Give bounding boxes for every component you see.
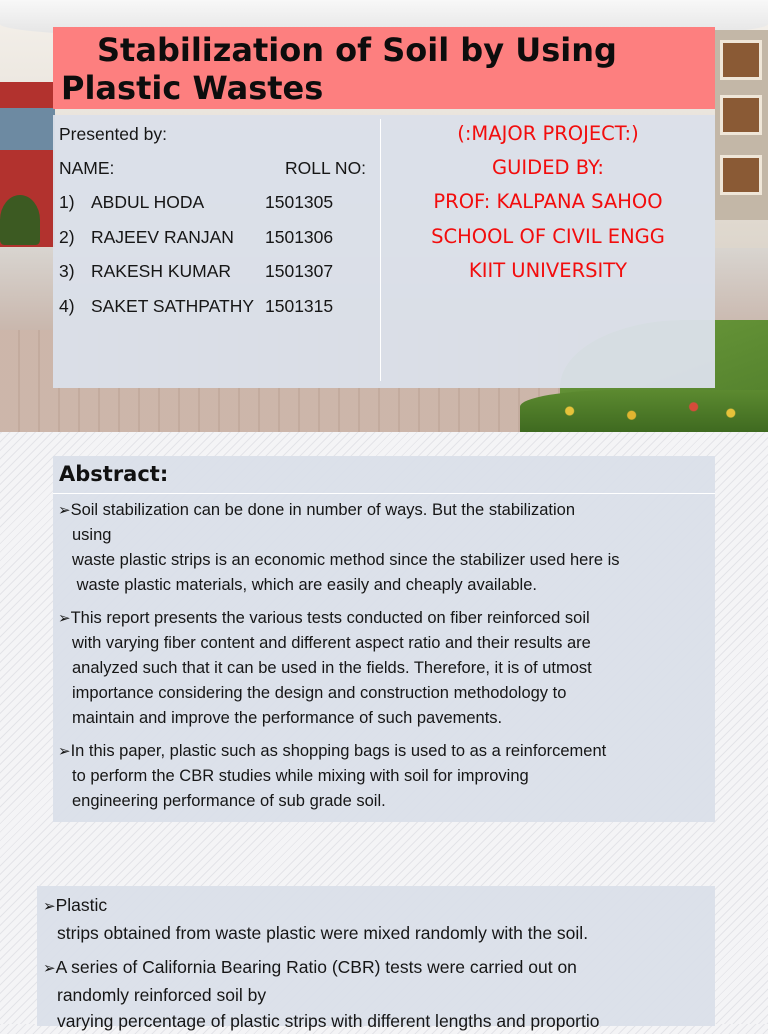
- page-title: [53, 27, 715, 107]
- arrow-bullet-icon: ➢: [43, 960, 56, 977]
- member-index: 1): [59, 192, 75, 212]
- member-name: RAKESH KUMAR: [91, 261, 232, 281]
- abstract-paragraph: ➢Soil stabilization can be done in number of ways. But the stabilization using waste plastic strips is an economic method since the stabilizer used here is waste plastic materials, which are easily and cheaply available.: [58, 501, 620, 594]
- column-divider: [380, 119, 381, 381]
- presenters-panel: [53, 115, 715, 388]
- name-header: NAME:: [59, 158, 115, 178]
- member-name: ABDUL HODA: [91, 192, 205, 212]
- member-index: 3): [59, 261, 75, 281]
- arrow-bullet-icon: ➢: [58, 610, 71, 627]
- arrow-bullet-icon: ➢: [58, 502, 71, 519]
- guided-by-label: GUIDED BY:: [492, 156, 604, 179]
- title-line-2: Plastic Wastes: [61, 69, 324, 107]
- member-name: RAJEEV RANJAN: [91, 227, 234, 247]
- member-roll: 1501307: [265, 261, 334, 281]
- arrow-bullet-icon: ➢: [43, 898, 56, 915]
- tree: [0, 195, 40, 245]
- member-roll: 1501315: [265, 296, 334, 316]
- method-paragraph: ➢A series of California Bearing Ratio (CBR) tests were carried out on randomly reinforced soil by varying percentage of plastic strips with different lengths and proportio: [43, 957, 600, 1031]
- project-label: (:MAJOR PROJECT:): [457, 122, 639, 145]
- title-banner: [53, 27, 715, 109]
- guide-university: KIIT UNIVERSITY: [468, 259, 628, 282]
- abstract-paragraph: ➢This report presents the various tests conducted on fiber reinforced soil with varying fiber content and different aspect ratio and their results are analyzed such that it can be used in the fields. Therefore, it is of utmost importance considering the design and construction methodology to maintain and improve the performance of such pavements.: [58, 609, 592, 727]
- flower-bed: [520, 390, 768, 432]
- roll-header: ROLL NO:: [285, 158, 367, 178]
- member-name: SAKET SATHPATHY: [91, 296, 255, 316]
- window: [720, 95, 762, 135]
- abstract-heading: Abstract:: [59, 462, 169, 486]
- abstract-paragraph: ➢In this paper, plastic such as shopping bags is used to as a reinforcement to perform the CBR studies while mixing with soil for improving engineering performance of sub grade soil.: [58, 742, 607, 810]
- title-line-1: Stabilization of Soil by Using: [97, 31, 617, 69]
- method-panel: [37, 886, 715, 1031]
- window: [720, 40, 762, 80]
- abstract-panel: [53, 456, 715, 822]
- building-glass: [0, 108, 55, 150]
- window: [720, 155, 762, 195]
- member-roll: 1501306: [265, 227, 334, 247]
- heading-rule: [53, 493, 715, 494]
- arrow-bullet-icon: ➢: [58, 743, 71, 760]
- member-index: 4): [59, 296, 75, 316]
- presented-by-label: Presented by:: [59, 124, 167, 144]
- method-paragraph: ➢Plastic strips obtained from waste plastic were mixed randomly with the soil.: [43, 895, 589, 943]
- member-index: 2): [59, 227, 75, 247]
- member-roll: 1501305: [265, 192, 334, 212]
- guide-school: SCHOOL OF CIVIL ENGG: [431, 225, 665, 248]
- guide-name: PROF: KALPANA SAHOO: [433, 190, 663, 213]
